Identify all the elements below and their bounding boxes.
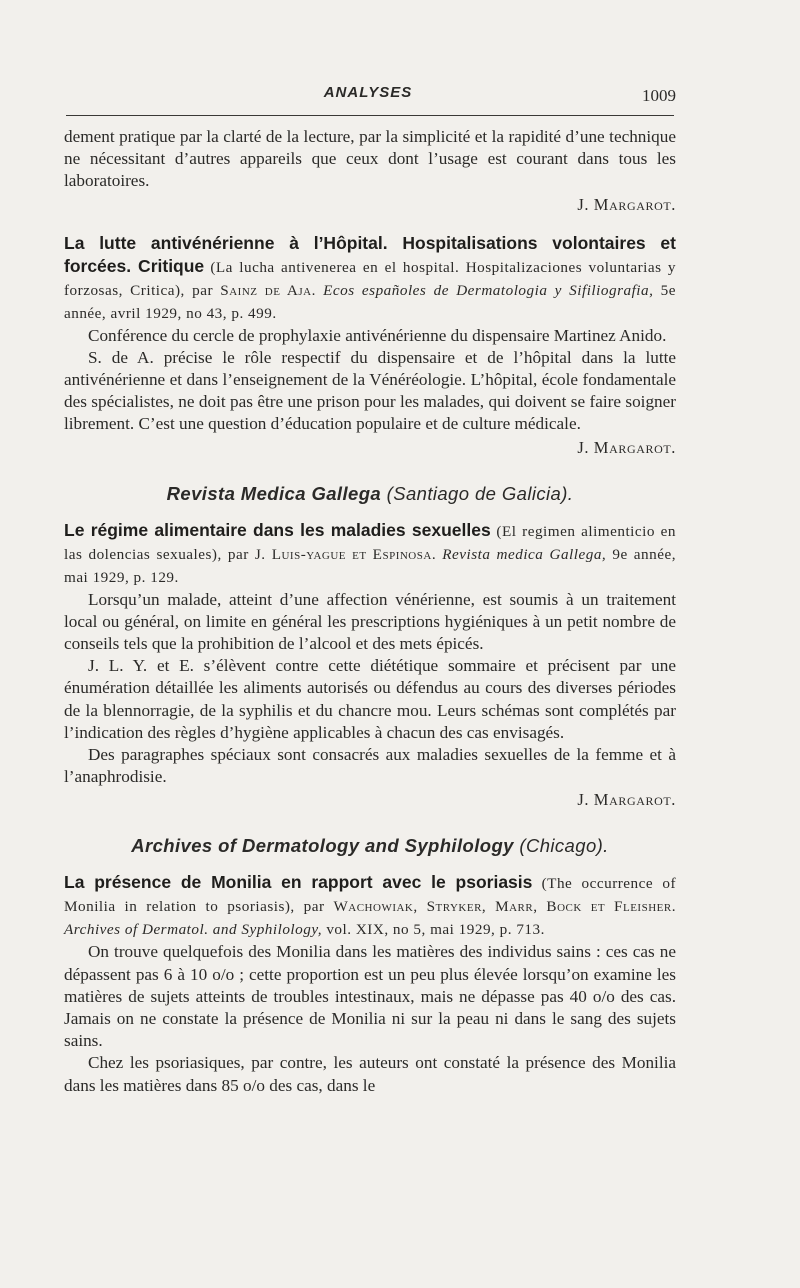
- signature-initial: J.: [577, 194, 594, 214]
- body-paragraph: On trouve quelquefois des Monilia dans les matières des individus sains : ces cas ne dépassent pas 6 à 10 o/o ; cette proportion est un peu plus élevée lorsqu’on examine les matières de sujets atteints de troubles intestinaux, mais ne dépasse pas 40 o/o des cas. Jamais on ne constate la présence de Monilia ni sur la peau ni dans le sang des sujets sains.: [64, 942, 676, 1051]
- entry-title: La présence de Monilia en rapport avec le psoriasis: [64, 872, 533, 893]
- section-title: [64, 483, 676, 505]
- ref-author: Wachowiak, Stryker, Marr, Bock et Fleisher: [333, 898, 672, 916]
- signature-name: Margarot.: [593, 437, 676, 457]
- signature-initial: J.: [577, 790, 594, 810]
- body-paragraph: Des paragraphes spéciaux sont consacrés aux maladies sexuelles de la femme et à l’anaphrodisie.: [64, 745, 676, 787]
- entry-heading: [64, 519, 676, 589]
- section-city: (Santiago de Galicia).: [386, 482, 574, 504]
- signature: [64, 194, 676, 216]
- signature: [64, 789, 676, 811]
- ref-author: Luis-yague et Espinosa: [271, 545, 432, 563]
- entry-title: La lutte antivénérienne à l’Hôpital. Hospitalisations volontaires et forcées. Critique: [64, 232, 676, 276]
- section-city: (Chicago).: [519, 835, 609, 857]
- section-journal: Revista Medica Gallega: [166, 482, 382, 504]
- ref-sep: .: [311, 281, 324, 299]
- ref-details: 9e année, mai 1929, p. 129.: [64, 545, 676, 586]
- signature-name: Margarot.: [593, 790, 676, 810]
- ref-sep: .: [431, 545, 443, 563]
- ref-text: (The occurrence of Monilia in relation to psoriasis), par: [64, 875, 677, 916]
- body-paragraph: J. L. Y. et E. s’élèvent contre cette diététique sommaire et précisent par une énumération détaillée les aliments autorisés ou défendus au cours des diverses périodes de la blennorragie, de la syphilis et du chancre mou. Leurs schémas sont complétés par l’indication des règles d’hygiène applicables à chacun des cas envisagés.: [64, 656, 676, 742]
- body-paragraph: Conférence du cercle de prophylaxie antivénérienne du dispensaire Martinez Anido.: [88, 325, 667, 345]
- body-paragraph: Lorsqu’un malade, atteint d’une affection vénérienne, est soumis à un traitement local ou général, on limite en général les prescriptions hygiéniques à un petit nombre de conseils tels que la prohibition de l’alcool et des mets épicés.: [64, 589, 676, 654]
- ref-author: Sainz de Aja: [220, 281, 312, 299]
- section-journal: Archives of Dermatology and Syphilology: [131, 835, 514, 857]
- entry-heading: [64, 232, 676, 325]
- signature: [64, 437, 676, 459]
- running-head: [60, 84, 676, 114]
- signature-name: Margarot.: [593, 194, 676, 214]
- ref-details: vol. XIX, no 5, mai 1929, p. 713.: [322, 921, 545, 939]
- entry-heading: [64, 871, 676, 941]
- page-body: [64, 126, 676, 1097]
- ref-journal: Revista medica Gallega,: [442, 545, 607, 563]
- ref-journal: Ecos españoles de Dermatologia y Sifiliografia,: [323, 281, 654, 299]
- page-number: 1009: [642, 86, 676, 105]
- entry-title: Le régime alimentaire dans les maladies sexuelles: [64, 519, 491, 540]
- body-paragraph: S. de A. précise le rôle respectif du dispensaire et de l’hôpital dans la lutte antivénérienne et dans l’enseignement de la Vénéréologie. L’hôpital, école fondamentale des spécialistes, ne doit pas être une prison pour les malades, qui doivent se faire soigner librement. C’est une question d’éducation populaire et de culture médicale.: [64, 347, 676, 434]
- ref-text: (El regimen alimenticio en las dolencias sexuales), par J.: [64, 522, 676, 563]
- ref-text: (La lucha antivenerea en el hospital. Hospitalizaciones voluntarias y forzosas, Critica), par: [64, 258, 676, 299]
- body-paragraph: Chez les psoriasiques, par contre, les auteurs ont constaté la présence des Monilia dans les matières dans 85 o/o des cas, dans le: [64, 1053, 676, 1095]
- header-rule: [66, 115, 674, 116]
- ref-details: 5e année, avril 1929, no 43, p. 499.: [64, 281, 677, 322]
- section-title: [64, 835, 676, 857]
- signature-initial: J.: [577, 437, 594, 457]
- ref-sep: .: [671, 898, 676, 916]
- intro-paragraph: dement pratique par la clarté de la lecture, par la simplicité et la rapidité d’une technique ne nécessitant d’autres appareils que ceux dont l’usage est courant dans tous les laboratoires.: [64, 127, 676, 191]
- ref-journal: Archives of Dermatol. and Syphilology,: [64, 921, 323, 939]
- running-title: ANALYSES: [323, 84, 413, 101]
